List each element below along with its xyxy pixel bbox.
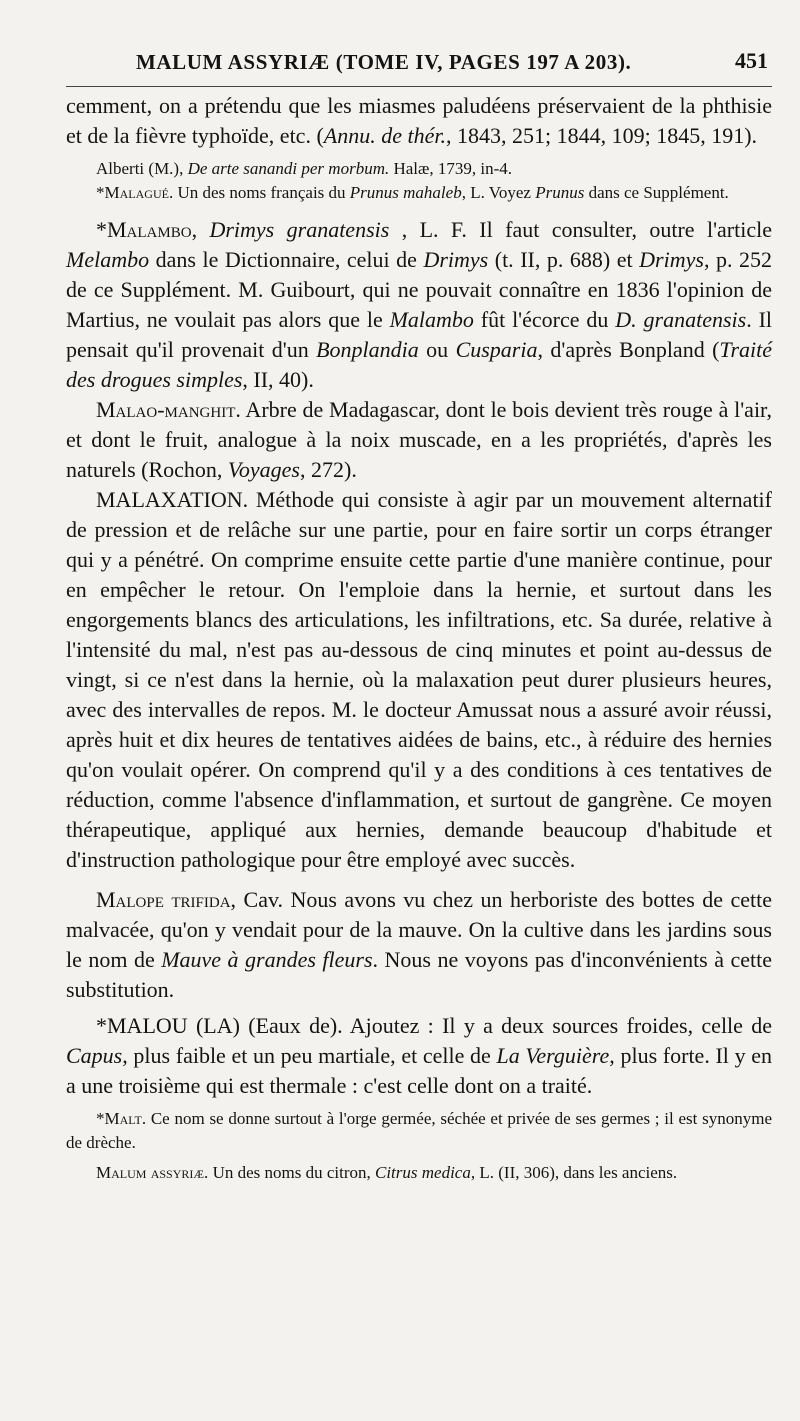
journal-reference: Annu. de thér. [323, 123, 446, 148]
entry-text: , L. (II, 306), dans les anciens. [470, 1163, 678, 1182]
place-name: Capus [66, 1043, 123, 1068]
entry-headword: *Malagué. [96, 183, 174, 202]
entry-text: , L. Voyez [461, 183, 536, 202]
entry-text: cemment, on a prétendu que les miasmes paludéens préservaient de la phthisie et de la fièvre typhoïde, etc. ( [66, 93, 772, 148]
species-name: D. granatensis [615, 307, 747, 332]
entry-headword: Malao-manghit. [96, 397, 241, 422]
entry-text: Un des noms français du [173, 183, 350, 202]
cross-reference: Drimys [639, 247, 704, 272]
entry-text: (t. II, p. 688) et [488, 247, 640, 272]
entry-text: , plus forte. Il y en a une troisième qui est thermale : c'est celle dont on a traité. [66, 1043, 773, 1098]
entry-text: ou [418, 337, 456, 362]
bib-author: Alberti (M.), [96, 159, 188, 178]
entry-malaria-continuation [66, 91, 772, 151]
cross-reference: Prunus [535, 183, 585, 202]
book-title: Voyages [227, 457, 300, 482]
bibliography-alberti [66, 157, 772, 181]
entry-text: (LA) (Eaux de). Ajoutez : Il y a deux sources froides, celle de [187, 1013, 772, 1038]
bib-imprint: Halæ, 1739, in-4. [389, 159, 513, 178]
page-header [66, 46, 772, 87]
entry-malou [66, 1011, 772, 1101]
cross-reference: Melambo [66, 247, 150, 272]
entry-headword: Malope trifida [96, 887, 231, 912]
entry-text: dans ce Supplément. [584, 183, 729, 202]
entry-text: Un des noms du citron, [208, 1163, 375, 1182]
entry-headword: *MALOU [96, 1013, 188, 1038]
book-title: Traité des drogues simples [66, 337, 772, 392]
entry-headword: *Malt. [96, 1109, 147, 1128]
entry-text: Arbre de Madagascar, dont le bois devient très rouge à l'air, et dont le fruit, analogue à la noix muscade, en a les propriétés, d'après les naturels (Rochon, [66, 397, 772, 482]
entry-text: , 272). [300, 457, 357, 482]
entry-text: dans le Dictionnaire, celui de [149, 247, 424, 272]
entry-text: , p. 252 de ce Supplément. M. Guibourt, qui ne pouvait connaître en 1836 l'opinion de Martius, ne voulait pas alors que le [66, 247, 773, 332]
species-name: Drimys granatensis [209, 217, 390, 242]
entry-text: , L. F. Il faut consulter, outre l'article [389, 217, 772, 242]
cross-reference: Drimys [423, 247, 489, 272]
entry-text: , plus faible et un peu martiale, et celle de [122, 1043, 497, 1068]
entry-text: , 1843, 251; 1844, 109; 1845, 191). [445, 123, 758, 148]
entry-headword: *Malambo [96, 217, 192, 242]
entry-text: , II, 40). [242, 367, 314, 392]
place-name: La Verguière [496, 1043, 610, 1068]
entry-text: Méthode qui consiste à agir par un mouvement alternatif de pression et de relâche sur une partie, pour en faire sortir un corps étranger qui y a pénétré. On comprime ensuite cette partie d'une manière continue, pour en empêcher le retour. On l'emploie dans la hernie, et surtout dans les engorgements blancs des articulations, les infiltrations, etc. Sa durée, relative à l'intensité du mal, n'est pas au-dessous de cinq minutes et point au-dessus de vingt, si ce n'est dans la hernie, où la malaxation peut durer plusieurs heures, avec des intervalles de repos. M. le docteur Amussat nous a assuré avoir réussi, après huit et dix heures de tentatives aidées de bains, etc., à réduire des hernies qu'on voulait opérer. On comprend qu'il y a des conditions à ces tentatives de réduction, comme l'absence d'inflammation, et surtout de gangrène. Ce moyen thérapeutique, appliqué aux hernies, demande beaucoup d'habitude et d'instruction pathologique pour être employé avec succès. [66, 487, 772, 872]
species-name: Malambo [389, 307, 474, 332]
entry-text: , d'après Bonpland ( [537, 337, 720, 362]
entry-malao-manghit [66, 395, 772, 485]
entry-headword: Malum assyriæ. [96, 1163, 209, 1182]
bib-title: De arte sanandi per morbum. [187, 159, 390, 178]
entry-headword: MALAXATION. [96, 487, 249, 512]
entry-malambo [66, 215, 772, 395]
species-name: Cusparia [455, 337, 538, 362]
entry-malope-trifida [66, 885, 772, 1005]
entry-text: fût l'écorce du [473, 307, 616, 332]
running-head: MALUM ASSYRIÆ (TOME IV, PAGES 197 A 203). [136, 50, 632, 74]
entry-text: , [191, 217, 210, 242]
entry-text: . Il pensait qu'il provenait d'un [66, 307, 773, 362]
species-name: Bonplandia [316, 337, 419, 362]
entry-text: Ce nom se donne surtout à l'orge germée, séchée et privée de ses germes ; il est synonyme de drèche. [66, 1109, 772, 1152]
entry-text: , Cav. Nous avons vu chez un herboriste des bottes de cette malvacée, qu'on y vendait pour de la mauve. On la cultive dans les jardins sous le nom de [66, 887, 772, 972]
entry-malague [66, 181, 772, 205]
page-number: 451 [735, 48, 768, 73]
entry-malum-assyriae [66, 1161, 772, 1185]
entry-malaxation [66, 485, 772, 875]
species-name: Prunus mahaleb [349, 183, 462, 202]
entry-malt [66, 1107, 772, 1155]
species-name: Citrus medica [375, 1163, 471, 1182]
plant-common-name: Mauve à grandes fleurs [161, 947, 373, 972]
entry-text: . Nous ne voyons pas d'inconvénients à cette substitution. [66, 947, 772, 1002]
